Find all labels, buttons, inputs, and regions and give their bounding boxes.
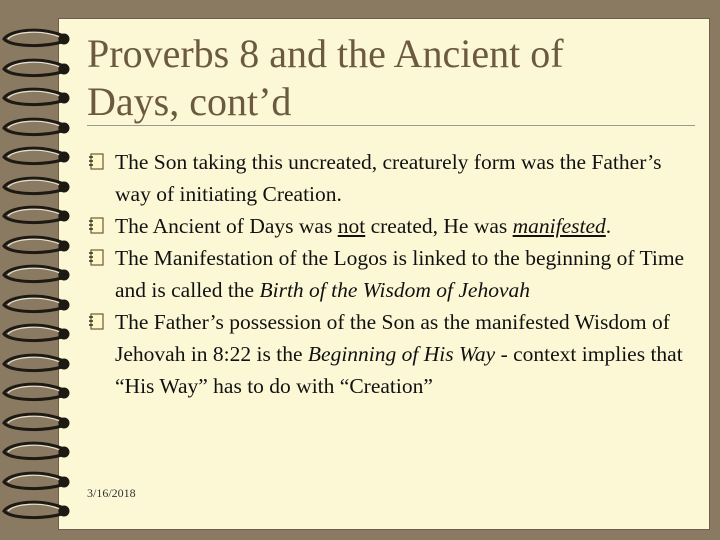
bullet-text: The Father’s possession of the Son as the manifested Wisdom of Jehovah in 8:22 is the bbox=[115, 310, 670, 366]
binding-ring bbox=[0, 176, 80, 198]
bullet-text: created, He was bbox=[365, 214, 513, 238]
binding-ring bbox=[0, 412, 80, 434]
notebook-icon bbox=[87, 313, 105, 331]
bullet-text: The Ancient of Days was bbox=[115, 214, 338, 238]
notebook-icon bbox=[87, 249, 105, 267]
emphasis-not: not bbox=[337, 214, 366, 238]
slide-title bbox=[87, 30, 687, 126]
bullet-list bbox=[87, 146, 697, 402]
binding-ring bbox=[0, 382, 80, 404]
binding-ring bbox=[0, 117, 80, 139]
bullet-text: The Manifestation of the Logos is linked to the beginning of Time and is called the bbox=[115, 246, 685, 302]
bullet-text: . bbox=[605, 214, 612, 238]
bullet-text: - context implies that “His Way” has to do with “Creation” bbox=[115, 342, 683, 398]
title-divider bbox=[87, 125, 695, 126]
emphasis-beginning-of-his-way: Beginning of His Way bbox=[307, 342, 496, 366]
binding-ring bbox=[0, 441, 80, 463]
emphasis-birth-of-wisdom: Birth of the Wisdom of Jehovah bbox=[259, 278, 530, 302]
notebook-icon bbox=[87, 153, 105, 171]
spiral-binding bbox=[0, 0, 80, 540]
binding-ring bbox=[0, 500, 80, 522]
notebook-icon bbox=[87, 217, 105, 235]
binding-ring bbox=[0, 471, 80, 493]
binding-ring bbox=[0, 146, 80, 168]
title-line-1: Proverbs 8 and the Ancient of bbox=[87, 31, 564, 76]
binding-ring bbox=[0, 205, 80, 227]
binding-ring bbox=[0, 294, 80, 316]
bullet-item-1 bbox=[87, 146, 697, 210]
binding-ring bbox=[0, 28, 80, 50]
bullet-item-3 bbox=[87, 242, 697, 306]
binding-ring bbox=[0, 323, 80, 345]
slide-date: 3/16/2018 bbox=[87, 486, 136, 500]
bullet-item-4 bbox=[87, 306, 697, 402]
emphasis-manifested: manifested bbox=[512, 214, 606, 238]
binding-ring bbox=[0, 87, 80, 109]
binding-ring bbox=[0, 264, 80, 286]
binding-ring bbox=[0, 58, 80, 80]
bullet-item-2 bbox=[87, 210, 697, 242]
binding-ring bbox=[0, 353, 80, 375]
bullet-text: The Son taking this uncreated, creaturely form was the Father’s way of initiating Creation. bbox=[115, 150, 662, 206]
title-line-2: Days, cont’d bbox=[87, 79, 292, 124]
binding-ring bbox=[0, 235, 80, 257]
